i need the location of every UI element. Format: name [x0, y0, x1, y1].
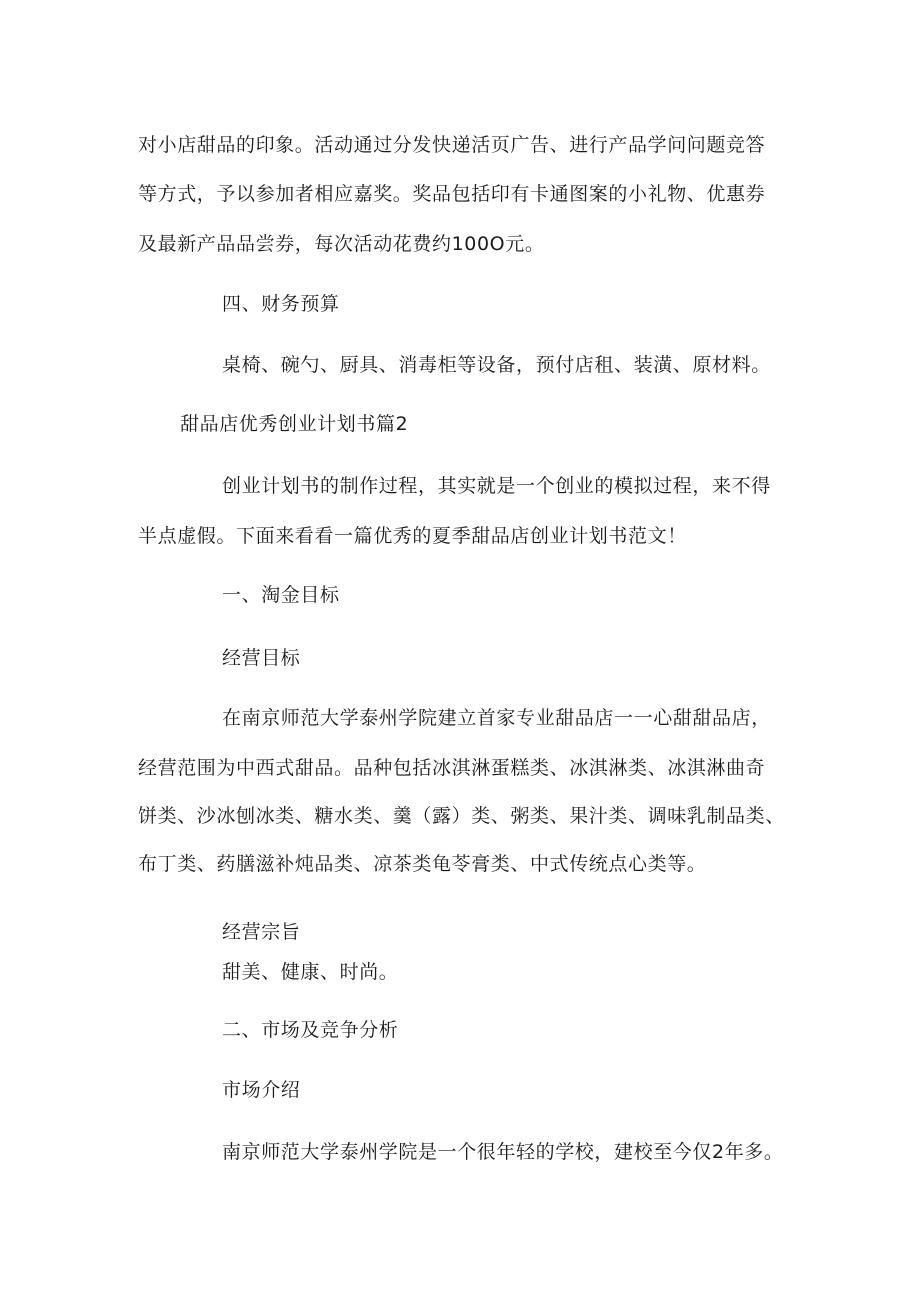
- section-heading-market: 二、市场及竞争分析: [222, 1019, 399, 1041]
- body-line-8: 经营范围为中西式甜品。品种包括冰淇淋蛋糕类、冰淇淋类、冰淇淋曲奇: [138, 757, 766, 779]
- body-line-7: 在南京师范大学泰州学院建立首家专业甜品店一一心甜甜品店，: [222, 707, 771, 729]
- section-heading-goal: 一、淘金目标: [222, 584, 340, 606]
- subheading-business-purpose: 经营宗旨: [222, 921, 301, 943]
- body-line-2: 等方式，予以参加者相应嘉奖。奖品包括印有卡通图案的小礼物、优惠券: [138, 183, 766, 205]
- article-title: 甜品店优秀创业计划书篇2: [180, 413, 409, 435]
- body-line-4: 桌椅、碗勺、厨具、消毒柜等设备，预付店租、装潢、原材料。: [222, 354, 771, 376]
- body-line-11: 甜美、健康、时尚。: [222, 961, 399, 983]
- body-line-3: 及最新产品品尝券，每次活动花费约100O元。: [138, 233, 545, 255]
- section-heading-finance: 四、财务预算: [222, 293, 340, 315]
- body-line-12: 南京师范大学泰州学院是一个很年轻的学校，建校至今仅2年多。: [222, 1141, 784, 1163]
- body-line-9: 饼类、沙冰刨冰类、糖水类、羹（露）类、粥类、果汁类、调味乳制品类、: [138, 805, 785, 827]
- body-line-1: 对小店甜品的印象。活动通过分发快递活页广告、进行产品学问问题竞答: [138, 134, 766, 156]
- body-line-5: 创业计划书的制作过程，其实就是一个创业的模拟过程，来不得: [222, 475, 771, 497]
- subheading-market-intro: 市场介绍: [222, 1079, 301, 1101]
- body-line-6: 半点虚假。下面来看看一篇优秀的夏季甜品店创业计划书范文！: [138, 525, 687, 547]
- subheading-business-goal: 经营目标: [222, 647, 301, 669]
- body-line-10: 布丁类、药膳滋补炖品类、凉茶类龟苓膏类、中式传统点心类等。: [138, 853, 707, 875]
